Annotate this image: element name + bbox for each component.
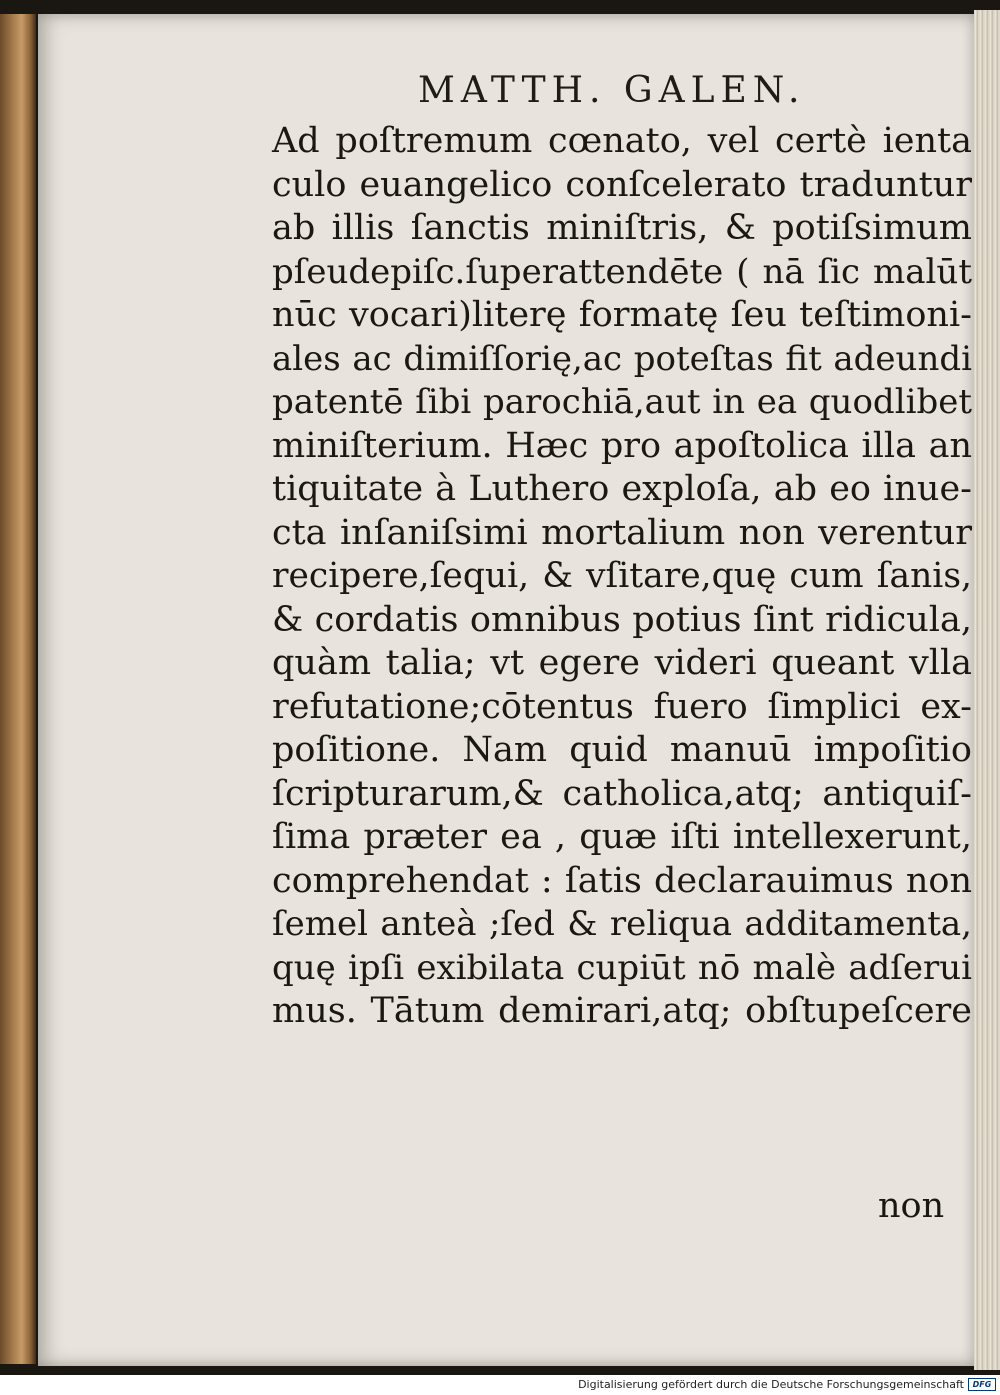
- text-line: Ad poſtremum cœnato, vel certè ienta: [272, 121, 972, 161]
- running-head: MATTH. GALEN.: [418, 70, 806, 111]
- catchword: non: [878, 1186, 945, 1226]
- text-line: ſemel anteà ;ſed & reliqua additamenta,: [272, 904, 972, 944]
- footer-bar: [0, 1375, 1000, 1395]
- text-line: tiquitate à Luthero exploſa, ab eo inue-: [272, 469, 972, 509]
- text-line: refutatione;cōtentus fuero ſimplici ex-: [272, 686, 972, 727]
- text-line: quàm talia; vt egere videri queant vlla: [272, 643, 972, 683]
- text-line: miniſterium. Hæc pro apoſtolica illa an: [272, 425, 972, 466]
- text-line: nūc vocari)literę formatę ſeu teſtimoni-: [272, 295, 972, 335]
- text-line: pſeudepiſc.ſuperattendēte ( nā ſic malūt: [272, 251, 972, 292]
- text-line: culo euangelico conſcelerato traduntur: [272, 164, 972, 205]
- body-text: [272, 120, 972, 1034]
- text-line: recipere,ſequi, & vſitare,quę cum ſanis,: [272, 556, 972, 596]
- text-line: ſima præter ea , quæ iſti intellexerunt,: [272, 817, 972, 857]
- funding-credit: Digitalisierung gefördert durch die Deutsche Forschungsgemeinschaft: [578, 1378, 964, 1391]
- text-line: mus. Tātum demirari,atq; obſtupeſcere: [272, 991, 972, 1031]
- book-spine: [0, 14, 36, 1364]
- text-line: quę ipſi exibilata cupiūt nō malè adſerui: [272, 947, 972, 988]
- text-line: ſcripturarum,& catholica,atq; antiquiſ-: [272, 773, 972, 814]
- text-line: cta inſaniſsimi mortalium non verentur: [272, 512, 972, 553]
- text-line: poſitione. Nam quid manuū impoſitio: [272, 730, 972, 770]
- text-line: ab illis ſanctis miniſtris, & potiſsimum: [272, 208, 972, 248]
- text-line: patentē ſibi parochiā,aut in ea quodlibet: [272, 382, 972, 422]
- text-line: comprehendat : ſatis declarauimus non: [272, 860, 972, 901]
- text-line: ales ac dimiſſorię,ac poteſtas fit adeundi: [272, 338, 972, 379]
- dfg-logo: DFG: [968, 1378, 996, 1391]
- text-line: & cordatis omnibus potius ſint ridicula,: [272, 599, 972, 640]
- page-edges: [974, 10, 1000, 1370]
